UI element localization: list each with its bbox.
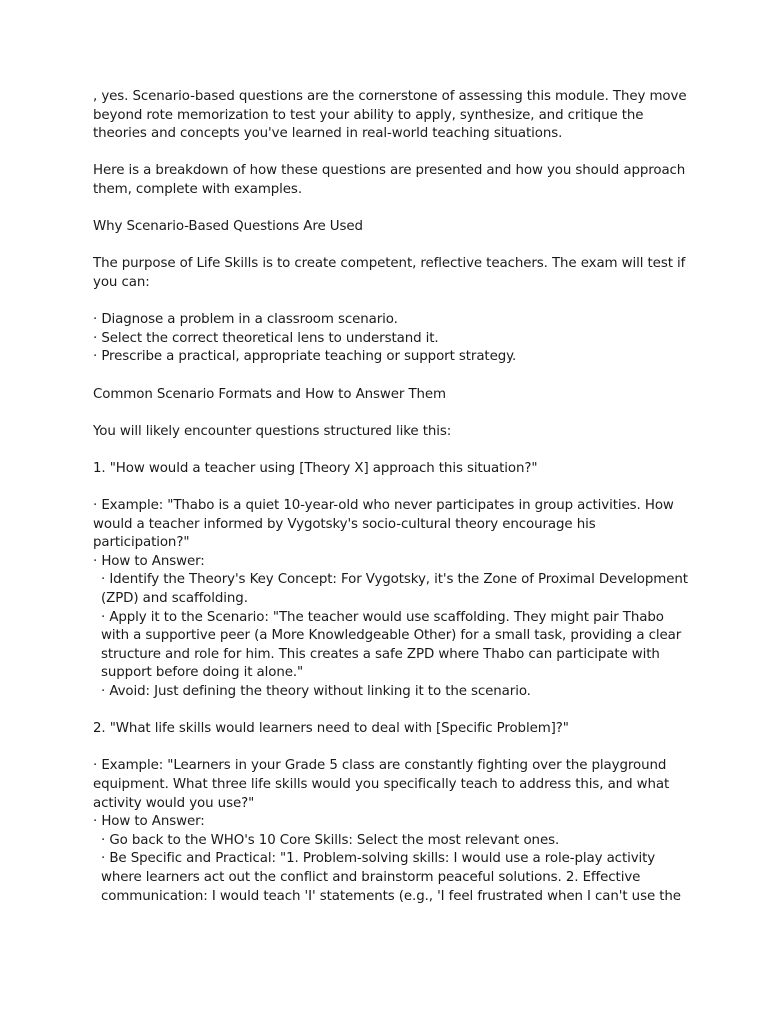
question-two-how-to-answer: · How to Answer: (93, 814, 205, 830)
purpose-paragraph: The purpose of Life Skills is to create competent, reflective teachers. The exam will test if you can: (93, 256, 686, 290)
spacer (93, 404, 693, 423)
spacer (93, 367, 693, 386)
question-one-example: · Example: "Thabo is a quiet 10-year-old who never participates in group activities. How would a teacher informed by Vygotsky's socio-cultural theory encourage his participation?" (93, 498, 674, 551)
question-one-identify: · Identify the Theory's Key Concept: For Vygotsky, it's the Zone of Proximal Development (ZPD) and scaffolding. (101, 572, 688, 607)
question-two-go-back: · Go back to the WHO's 10 Core Skills: Select the most relevant ones. (101, 832, 560, 848)
breakdown-paragraph: Here is a breakdown of how these questions are presented and how you should approach them, complete with examples. (93, 163, 686, 197)
bullet-item: · Select the correct theoretical lens to understand it. (93, 330, 439, 346)
spacer (93, 200, 693, 219)
question-one-avoid: · Avoid: Just defining the theory without linking it to the scenario. (101, 684, 531, 699)
question-one-apply: · Apply it to the Scenario: "The teacher would use scaffolding. They might pair Thabo with a supportive peer (a More Knowledgeable Other) for a small task, providing a clear structure and role for him. This creates a safe ZPD where Thabo can participate with support before doing it alone." (101, 609, 682, 681)
bullet-item: · Diagnose a problem in a classroom scenario. (93, 312, 398, 328)
intro-paragraph: , yes. Scenario-based questions are the cornerstone of assessing this module. They move beyond rote memorization to test your ability to apply, synthesize, and critique the theories and concepts you've learned in real-world teaching situations. (93, 89, 687, 142)
question-one-how-to-answer: · How to Answer: (93, 553, 205, 569)
spacer (93, 739, 693, 758)
document-page (93, 88, 693, 906)
spacer (93, 293, 693, 312)
bullet-item: · Prescribe a practical, appropriate teaching or support strategy. (93, 349, 517, 365)
spacer (93, 144, 693, 163)
spacer (93, 478, 693, 497)
spacer (93, 237, 693, 256)
spacer (93, 441, 693, 460)
question-two-heading: 2. "What life skills would learners need to deal with [Specific Problem]?" (93, 721, 569, 737)
question-one-heading: 1. "How would a teacher using [Theory X] approach this situation?" (93, 460, 538, 476)
encounter-paragraph: You will likely encounter questions structured like this: (93, 423, 452, 439)
section-heading-formats: Common Scenario Formats and How to Answer Them (93, 386, 446, 402)
question-two-be-specific: · Be Specific and Practical: "1. Problem-solving skills: I would use a role-play activity where learners act out the conflict and brainstorm peaceful solutions. 2. Effective communication: I would teach 'I' statements (e.g., 'I feel frustrated when I can't use the (101, 851, 681, 904)
section-heading-why: Why Scenario-Based Questions Are Used (93, 219, 363, 235)
spacer (93, 702, 693, 721)
question-two-example: · Example: "Learners in your Grade 5 class are constantly fighting over the playground equipment. What three life skills would you specifically teach to address this, and what activity would you use?" (93, 758, 670, 811)
